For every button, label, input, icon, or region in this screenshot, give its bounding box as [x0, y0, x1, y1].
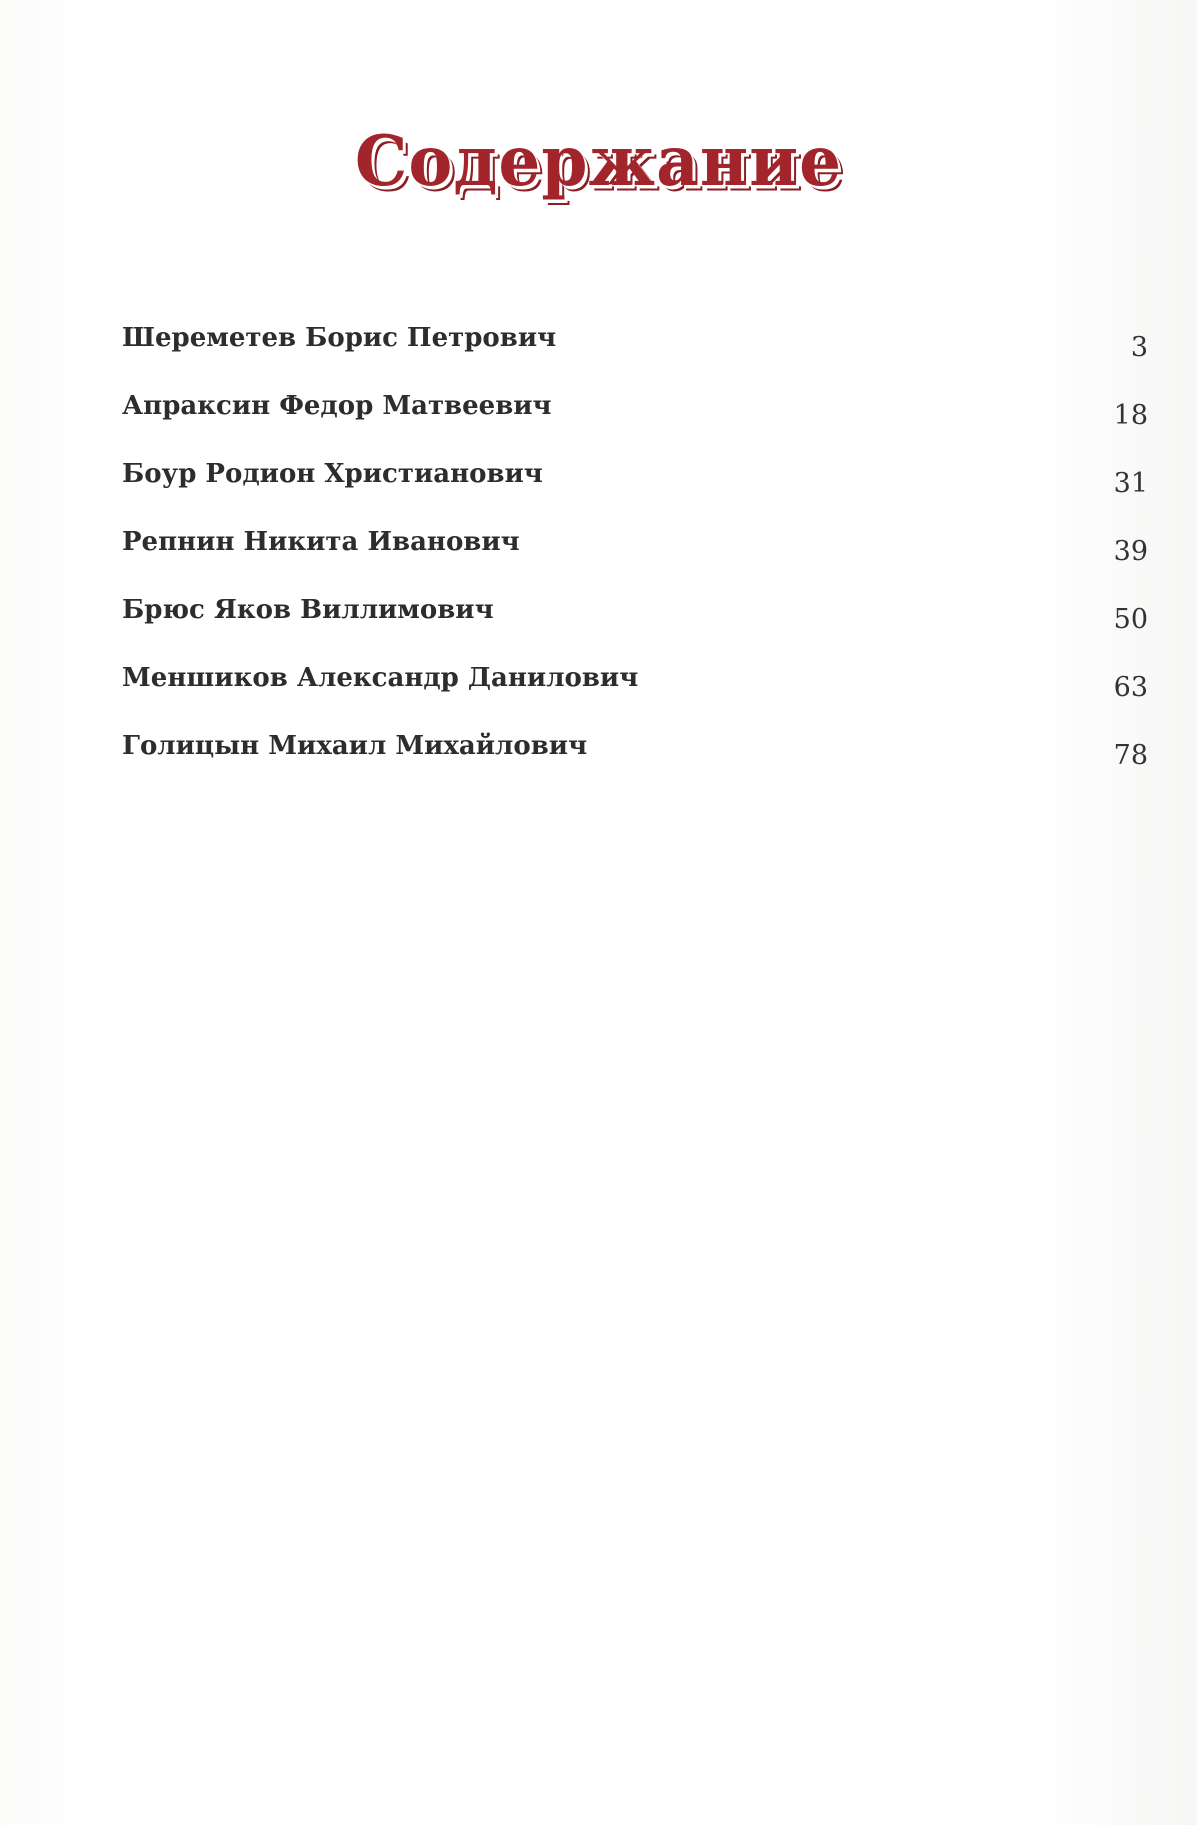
- toc-entry: [122, 458, 1148, 526]
- table-of-contents: [122, 322, 1148, 798]
- toc-entry-name: Брюс Яков Виллимович: [122, 595, 494, 625]
- toc-entry-page: 18: [1113, 400, 1148, 431]
- toc-entry: [122, 390, 1148, 458]
- toc-entry: [122, 526, 1148, 594]
- toc-entry: [122, 322, 1148, 390]
- toc-entry-name: Репнин Никита Иванович: [122, 527, 520, 557]
- toc-entry: [122, 594, 1148, 662]
- toc-entry: [122, 730, 1148, 798]
- toc-entry-name: Меншиков Александр Данилович: [122, 663, 639, 693]
- toc-entry-page: 31: [1113, 468, 1148, 499]
- toc-entry-page: 63: [1113, 672, 1148, 703]
- toc-entry-page: 3: [1130, 332, 1148, 363]
- toc-entry-page: 39: [1113, 536, 1148, 567]
- toc-entry-name: Голицын Михаил Михайлович: [122, 731, 588, 761]
- toc-entry-page: 78: [1113, 740, 1148, 771]
- page-title: Содержание: [354, 120, 843, 202]
- toc-entry: [122, 662, 1148, 730]
- toc-entry-page: 50: [1113, 604, 1148, 635]
- toc-entry-name: Шереметев Борис Петрович: [122, 323, 557, 353]
- toc-entry-name: Апраксин Федор Матвеевич: [122, 391, 552, 421]
- toc-entry-name: Боур Родион Христианович: [122, 459, 543, 489]
